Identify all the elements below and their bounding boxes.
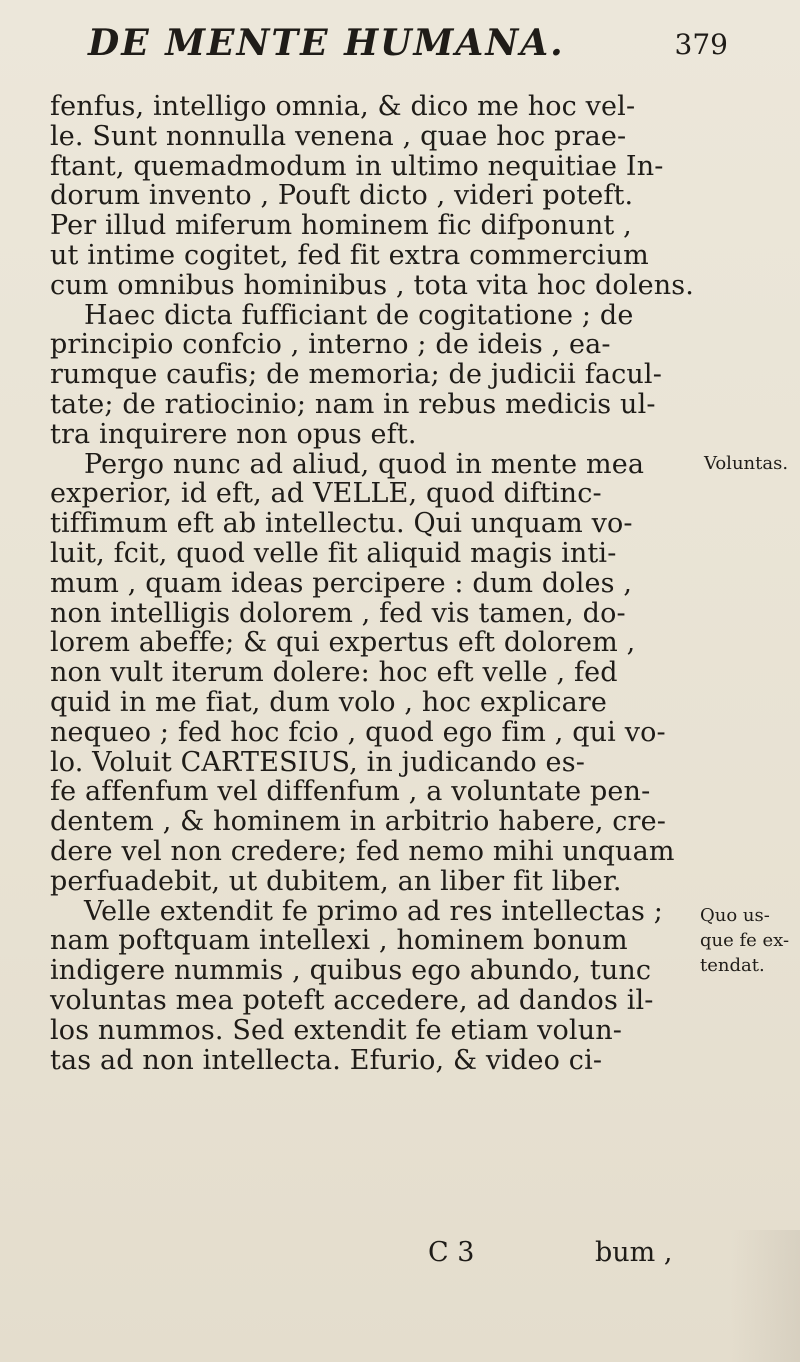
text-line: nam poftquam intellexi , hominem bonum <box>50 925 628 957</box>
text-line: cum omnibus hominibus , tota vita hoc dolens. <box>50 269 695 301</box>
text-line: Haec dicta fufficiant de cogitatione ; de <box>84 299 634 331</box>
running-title: DE MENTE HUMANA. <box>88 22 565 64</box>
catchword: bum , <box>595 1237 673 1268</box>
text-line: lo. Voluit CARTESIUS, in judicando es- <box>50 746 585 778</box>
text-line: luit, fcit, quod velle fit aliquid magis inti- <box>50 537 617 569</box>
text-line: quid in me fiat, dum volo , hoc explicare <box>50 686 608 718</box>
body-text <box>50 92 700 1075</box>
text-line: lorem abeffe; & qui expertus eft dolorem , <box>50 627 636 659</box>
text-line: tate; de ratiocinio; nam in rebus medicis ul- <box>50 388 656 420</box>
text-line: dentem , & hominem in arbitrio habere, cre- <box>50 806 667 838</box>
text-line: nequeo ; fed hoc fcio , quod ego fim , qui vo- <box>50 716 666 748</box>
text-line: ftant, quemadmodum in ultimo nequitiae In- <box>50 150 664 182</box>
text-line: mum , quam ideas percipere : dum doles , <box>50 567 633 599</box>
text-line: non vult iterum dolere: hoc eft velle , fed <box>50 657 618 689</box>
text-line: non intelligis dolorem , fed vis tamen, do- <box>50 597 626 629</box>
margin-note-quo-usque-3: tendat. <box>700 955 765 976</box>
text-line: tra inquirere non opus eft. <box>50 418 417 450</box>
page-number: 379 <box>674 28 728 61</box>
text-line: indigere nummis , quibus ego abundo, tunc <box>50 955 652 987</box>
text-line: los nummos. Sed extendit fe etiam volun- <box>50 1014 623 1046</box>
text-line: le. Sunt nonnulla venena , quae hoc prae- <box>50 120 627 152</box>
text-line: perfuadebit, ut dubitem, an liber fit liber. <box>50 865 622 897</box>
text-line: tiffimum eft ab intellectu. Qui unquam vo- <box>50 508 633 540</box>
text-line: Pergo nunc ad aliud, quod in mente mea <box>84 448 645 480</box>
text-line: voluntas mea poteft accedere, ad dandos il- <box>50 984 654 1016</box>
margin-note-quo-usque-2: que fe ex- <box>700 930 790 951</box>
text-line: tas ad non intellecta. Efurio, & video ci- <box>50 1044 603 1076</box>
text-line: experior, id eft, ad VELLE, quod diftinc- <box>50 478 602 510</box>
text-line: Velle extendit fe primo ad res intellectas ; <box>84 895 664 927</box>
margin-note-voluntas: Voluntas. <box>704 453 789 474</box>
page-edge-shadow <box>730 1230 800 1362</box>
text-line: dorum invento , Pouft dicto , videri poteft. <box>50 180 634 212</box>
text-line: ut intime cogitet, fed fit extra commercium <box>50 239 649 271</box>
signature-mark: C 3 <box>428 1237 475 1268</box>
text-line: principio confcio , interno ; de ideis , ea- <box>50 329 611 361</box>
text-line: Per illud miferum hominem fic difponunt , <box>50 210 632 242</box>
text-line: dere vel non credere; fed nemo mihi unquam <box>50 835 675 867</box>
text-line: fe affenfum vel diffenfum , a voluntate pen- <box>50 776 651 808</box>
page-header <box>88 22 728 68</box>
text-line: fenfus, intelligo omnia, & dico me hoc vel- <box>50 91 636 122</box>
margin-note-quo-usque: Quo us- <box>700 905 770 926</box>
text-line: rumque caufis; de memoria; de judicii facul- <box>50 359 662 391</box>
